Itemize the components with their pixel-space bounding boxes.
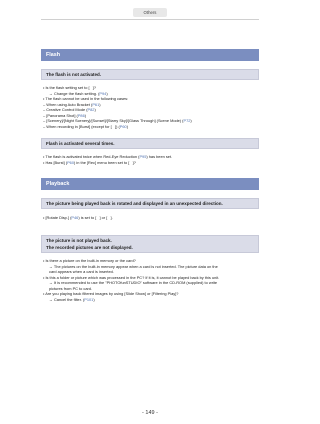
question-title-line: The recorded pictures are not displayed.	[46, 244, 133, 250]
bullet-line: • The flash cannot be used in the following cases:	[43, 96, 129, 102]
sub-line: → It is recommended to use the "PHOTOfunSTUDIO" software in the CD-ROM (supplied) to write	[49, 280, 218, 286]
sub-line: – [Panorama Shot] (P86)	[43, 112, 87, 118]
bullet-line: • Is the flash setting set to [ ]?	[43, 85, 97, 90]
answer-block	[43, 154, 257, 165]
bullet-line: • [Rotate Disp.] (P46) is set to [ ] or [ ].	[43, 215, 113, 220]
section-title-playback: Playback	[41, 178, 259, 190]
sub-line: → Cancel the filter. (P101)	[49, 296, 95, 302]
sub-line: – When using Auto Bracket (P61)	[43, 101, 101, 107]
sub-line: – Creative Control Mode (P82)	[43, 107, 96, 113]
chapter-tab: Others	[133, 8, 167, 17]
sub-line: card appears when a card is inserted.	[49, 269, 114, 275]
section-title-flash: Flash	[41, 49, 259, 61]
question-title: The flash is not activated.	[41, 69, 259, 80]
sub-line: → The pictures on the built-in memory appear when a card is not inserted. The picture data on the	[49, 263, 218, 269]
question-title-line: The picture is not played back.	[46, 238, 112, 243]
bullet-line: • The flash is activated twice when Red-Eye Reduction (P95) has been set.	[43, 154, 173, 159]
answer-block	[43, 85, 257, 129]
question-title	[41, 235, 259, 253]
answer-block	[43, 258, 257, 302]
question-title: Flash is activated several times.	[41, 138, 259, 149]
sub-line: → Change the flash setting. (P94)	[49, 90, 108, 96]
question-title: The picture being played back is rotated and displayed in an unexpected direction.	[41, 198, 259, 209]
answer-block	[43, 215, 257, 221]
bullet-line: • Is there a picture on the built-in memory or the card?	[43, 258, 136, 263]
bullet-line: • Has [Burst] (P60) in the [Rec] menu been set to [ ]?	[43, 159, 136, 165]
bullet-line: • Is this a folder or picture which was processed in the PC? If it is, it cannot be played back by this unit.	[43, 274, 220, 280]
bullet-line: • Are you playing back filtered images by using [Slide Show] or [Filtering Play]?	[43, 291, 179, 297]
sub-line: – When recording in [Burst] (except for [ ]) (P60)	[43, 123, 128, 129]
header-rule	[41, 19, 259, 20]
sub-line: – [Scenery]/[Night Scenery]/[Sunset]/[Starry Sky]/[Glass Through] (Scene Mode) (P72)	[43, 118, 192, 124]
sub-line: pictures from PC to card.	[49, 285, 93, 291]
page-number: - 149 -	[142, 410, 158, 416]
